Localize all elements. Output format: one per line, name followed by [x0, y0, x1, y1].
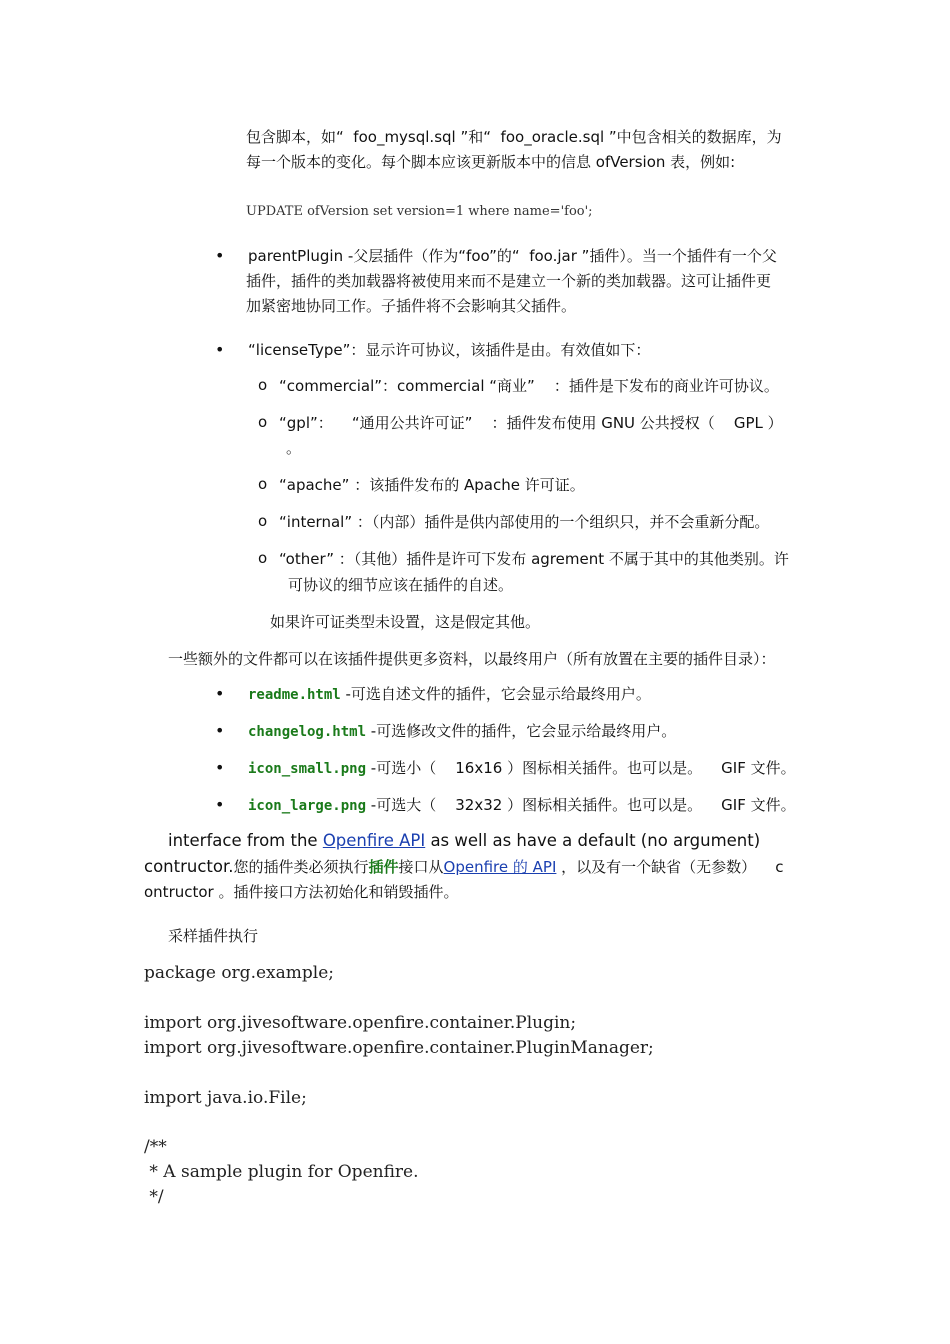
openfire-api-link[interactable]: Openfire API	[322, 831, 426, 850]
file-name: icon_small.png	[248, 761, 367, 777]
code-line: package org.example;	[144, 963, 334, 983]
sample-heading: 采样插件执行	[168, 927, 259, 945]
sub-bullet-marker: o	[258, 475, 268, 493]
file-name: icon_large.png	[248, 798, 367, 814]
code-line: import java.io.File;	[144, 1088, 307, 1108]
license-item-gpl: “gpl”： “通用公共许可证” ：插件发布使用 GNU 公共授权（ GPL ）	[279, 414, 783, 432]
parent-plugin-line-3: 加紧密地协同工作。子插件将不会影响其父插件。	[246, 297, 577, 315]
extra-files-intro: 一些额外的文件都可以在该插件提供更多资料，以最终用户（所有放置在主要的插件目录）：	[168, 650, 776, 668]
code-line: import org.jivesoftware.openfire.container.Plugin;	[144, 1013, 577, 1033]
license-item-apache: “apache” ：该插件发布的 Apache 许可证。	[279, 476, 585, 494]
openfire-api-link-cn[interactable]: Openfire 的 API	[443, 858, 557, 876]
interface-text: ，以及有一个缺省（无参数） c	[556, 858, 784, 876]
plugin-keyword: 插件	[368, 858, 399, 876]
interface-text: as well as have a default (no argument)	[425, 831, 761, 850]
license-item-other: “other” ：（其他）插件是许可下发布 agrement 不属于其中的其他类别。许	[279, 550, 789, 568]
code-line: /**	[144, 1137, 167, 1157]
file-name: changelog.html	[248, 724, 367, 740]
file-desc: -可选修改文件的插件，它会显示给最终用户。	[366, 722, 677, 740]
bullet-marker: •	[215, 795, 225, 814]
file-desc: -可选大（ 32x32 ）图标相关插件。也可以是。 GIF 文件。	[366, 796, 796, 814]
license-item-commercial: “commercial”：commercial “商业” ：插件是下发布的商业许可协议。	[279, 377, 779, 395]
code-line: * A sample plugin for Openfire.	[144, 1162, 419, 1182]
code-line: import org.jivesoftware.openfire.container.PluginManager;	[144, 1038, 654, 1058]
license-item-gpl-cont: 。	[286, 439, 302, 457]
interface-line-3: ontructor 。插件接口方法初始化和销毁插件。	[144, 883, 459, 901]
intro-line-1: 包含脚本，如“ foo_mysql.sql ”和“ foo_oracle.sql ”中包含相关的数据库，为	[246, 128, 782, 146]
license-item-internal: “internal” ：（内部）插件是供内部使用的一个组织只，并不会重新分配。	[279, 513, 770, 531]
file-desc: -可选小（ 16x16 ）图标相关插件。也可以是。 GIF 文件。	[366, 759, 796, 777]
file-item-readme	[248, 684, 651, 705]
interface-text: contructor.	[144, 857, 234, 876]
interface-line-1	[168, 831, 760, 850]
file-desc: -可选自述文件的插件，它会显示给最终用户。	[340, 685, 651, 703]
bullet-marker: •	[215, 758, 225, 777]
bullet-marker: •	[215, 340, 225, 359]
parent-plugin-line-1: parentPlugin -父层插件（作为“foo”的“ foo.jar ”插件）。当一个插件有一个父	[248, 247, 777, 265]
sub-bullet-marker: o	[258, 549, 268, 567]
interface-text: 接口从	[398, 858, 444, 876]
interface-line-2	[144, 857, 784, 877]
bullet-marker: •	[215, 721, 225, 740]
file-item-changelog	[248, 721, 676, 742]
file-name: readme.html	[248, 687, 341, 703]
sub-bullet-marker: o	[258, 376, 268, 394]
interface-text: interface from the	[168, 831, 323, 850]
interface-text: 您的插件类必须执行	[233, 858, 369, 876]
file-item-icon-large	[248, 795, 796, 816]
code-line: */	[144, 1187, 164, 1207]
license-heading: “licenseType”：显示许可协议，该插件是由。有效值如下：	[248, 341, 651, 359]
license-item-other-cont: 可协议的细节应该在插件的自述。	[288, 576, 514, 594]
sub-bullet-marker: o	[258, 512, 268, 530]
parent-plugin-line-2: 插件，插件的类加载器将被使用来而不是建立一个新的类加载器。这可让插件更	[246, 272, 772, 290]
sql-example: UPDATE ofVersion set version=1 where name='foo';	[246, 204, 593, 219]
license-footer: 如果许可证类型未设置，这是假定其他。	[270, 613, 541, 631]
sub-bullet-marker: o	[258, 413, 268, 431]
bullet-marker: •	[215, 684, 225, 703]
bullet-marker: •	[215, 246, 225, 265]
file-item-icon-small	[248, 758, 796, 779]
intro-line-2: 每一个版本的变化。每个脚本应该更新版本中的信息 ofVersion 表，例如:	[246, 153, 736, 171]
